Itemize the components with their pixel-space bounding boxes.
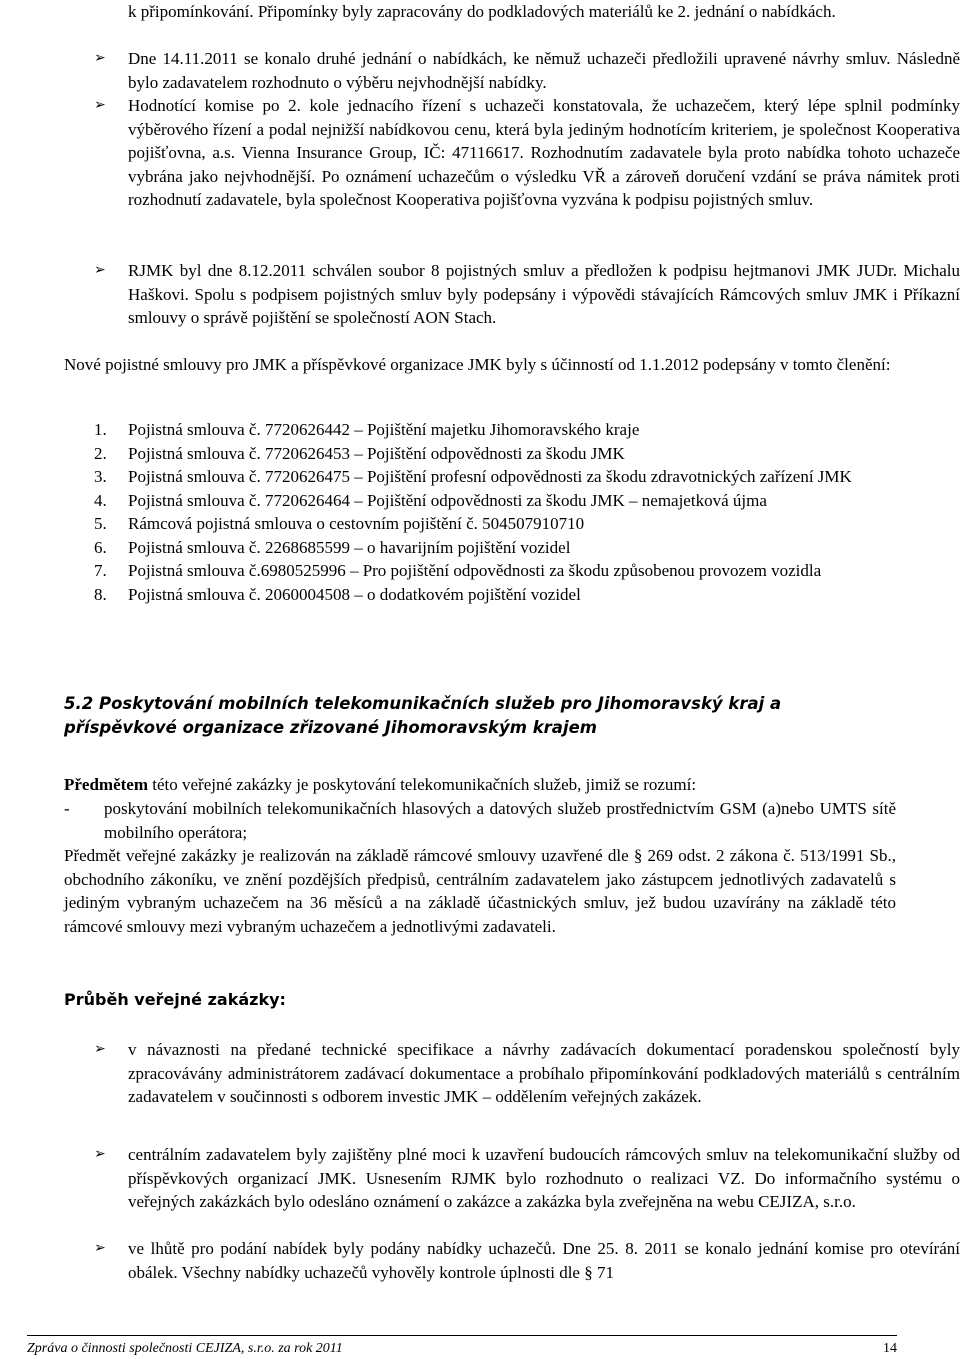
page-number: 14 xyxy=(883,1341,897,1356)
bullet-text: v návaznosti na předané technické specifikace a návrhy zadávacích dokumentací poradenskou společností byly zpracovávány administrátorem zadávací dokumentace a probíhalo připomínkování podkladových materiálů s centrálním zadavatelem v součinnosti s odborem investic JMK – oddělením veřejných zakázek. xyxy=(128,1040,960,1106)
arrow-bullet-icon: ➢ xyxy=(94,1041,106,1057)
subject-paragraph: Předmětem této veřejné zakázky je poskytování telekomunikačních služeb, jimiž se rozumí: xyxy=(64,775,697,794)
contract-item: 8. Pojistná smlouva č. 2060004508 – o dodatkovém pojištění vozidel xyxy=(94,584,581,604)
page-footer xyxy=(27,1335,897,1358)
dash-text: poskytování mobilních telekomunikačních hlasových a datových služeb prostřednictvím GSM (a)nebo UMTS sítě mobilního operátora; xyxy=(104,799,896,842)
footer-text: Zpráva o činnosti společnosti CEJIZA, s.r.o. za rok 2011 xyxy=(27,1341,343,1356)
bullet-item xyxy=(64,1038,960,1109)
contract-item: 2. Pojistná smlouva č. 7720626453 – Pojištění odpovědnosti za škodu JMK xyxy=(94,443,625,463)
arrow-bullet-icon: ➢ xyxy=(94,1146,106,1162)
contract-item: 3. Pojistná smlouva č. 7720626475 – Pojištění profesní odpovědnosti za škodu zdravotnických zařízení JMK xyxy=(94,467,852,486)
bullet-item xyxy=(64,1237,960,1284)
bullet-item xyxy=(64,1143,960,1214)
dash-marker: - xyxy=(64,799,70,818)
bullet-text: RJMK byl dne 8.12.2011 schválen soubor 8 pojistných smluv a předložen k podpisu hejtmanovi JMK JUDr. Michalu Haškovi. Spolu s podpisem pojistných smluv byly podepsány i výpovědi stávajících Rámcových smluv JMK i Příkazní smlouvy o správě pojištění se společností AON Stach. xyxy=(128,261,960,327)
arrow-bullet-icon: ➢ xyxy=(94,1240,106,1256)
progress-heading: Průběh veřejné zakázky: xyxy=(64,990,286,1009)
bullet-item xyxy=(64,94,960,212)
subject-bold: Předmětem xyxy=(64,775,149,794)
bullet-item xyxy=(64,47,960,94)
bullet-item xyxy=(64,259,960,330)
contract-item: 6. Pojistná smlouva č. 2268685599 – o havarijním pojištění vozidel xyxy=(94,537,571,557)
contract-item: 1. Pojistná smlouva č. 7720626442 – Pojištění majetku Jihomoravského kraje xyxy=(94,420,640,439)
section-title: 5.2 Poskytování mobilních telekomunikačních služeb pro Jihomoravský kraj a příspěvkové organizace zřizované Jihomoravským krajem xyxy=(64,694,782,737)
contract-item: 7. Pojistná smlouva č.6980525996 – Pro pojištění odpovědnosti za škodu způsobenou provozem vozidla xyxy=(94,561,822,580)
contract-list xyxy=(64,418,896,606)
body-paragraph: Předmět veřejné zakázky je realizován na základě rámcové smlouvy uzavřené dle § 269 odst. 2 zákona č. 513/1991 Sb., obchodního zákoníku, ve znění pozdějších předpisů, centrálním zadavatelem jako zástupcem jednotlivých zadavatelů s jediným vybraným uchazečem na 36 měsíců a na základě účastnických smluv, jež budou uzavírány na základě této rámcové smlouvy mezi vybraným uchazečem a jednotlivými zadavateli. xyxy=(64,846,896,936)
arrow-bullet-icon: ➢ xyxy=(94,50,106,66)
contract-item: 4. Pojistná smlouva č. 7720626464 – Pojištění odpovědnosti za škodu JMK – nemajetková újma xyxy=(94,490,767,510)
contract-item: 5. Rámcová pojistná smlouva o cestovním pojištění č. 504507910710 xyxy=(94,514,585,533)
bullet-text: centrálním zadavatelem byly zajištěny plné moci k uzavření budoucích rámcových smluv na telekomunikační služby od příspěvkových organizací JMK. Usnesením RJMK bylo rozhodnuto o realizaci VZ. Do informačního systému o veřejných zakázkách bylo odesláno oznámení o zakázce a zakázka byla zveřejněna na webu CEJIZA, s.r.o. xyxy=(128,1145,960,1211)
intro-paragraph: Nové pojistné smlouvy pro JMK a příspěvkové organizace JMK byly s účinností od 1.1.2012 podepsány v tomto členění: xyxy=(64,355,891,374)
dash-item xyxy=(64,797,896,844)
continuation-text: k připomínkování. Připomínky byly zapracovány do podkladových materiálů ke 2. jednání o nabídkách. xyxy=(128,2,836,21)
bullet-text: ve lhůtě pro podání nabídek byly podány nabídky uchazečů. Dne 25. 8. 2011 se konalo jednání komise pro otevírání obálek. Všechny nabídky uchazečů vyhověly kontrole úplnosti dle § 71 xyxy=(128,1239,960,1282)
arrow-bullet-icon: ➢ xyxy=(94,97,106,113)
bullet-text: Hodnotící komise po 2. kole jednacího řízení s uchazeči konstatovala, že uchazečem, který lépe splnil podmínky výběrového řízení a podal nejnižší nabídkovou cenu, která byla jediným hodnotícím kriteriem, je společnost Kooperativa pojišťovna, a.s. Vienna Insurance Group, IČ: 47116617. Rozhodnutím zadavatele byla proto nabídka tohoto uchazeče vybrána jako nejvhodnější. Po oznámení uchazečům o výsledku VŘ a zároveň doručení vzdání se práva námitek proti rozhodnutí zadavatele, byla společnost Kooperativa pojišťovna vyzvána k podpisu pojistných smluv. xyxy=(128,96,960,209)
arrow-bullet-icon: ➢ xyxy=(94,262,106,278)
bullet-text: Dne 14.11.2011 se konalo druhé jednání o nabídkách, ke němuž uchazeči předložili upravené návrhy smluv. Následně bylo zadavatelem rozhodnuto o výběru nejvhodnější nabídky. xyxy=(128,49,960,92)
